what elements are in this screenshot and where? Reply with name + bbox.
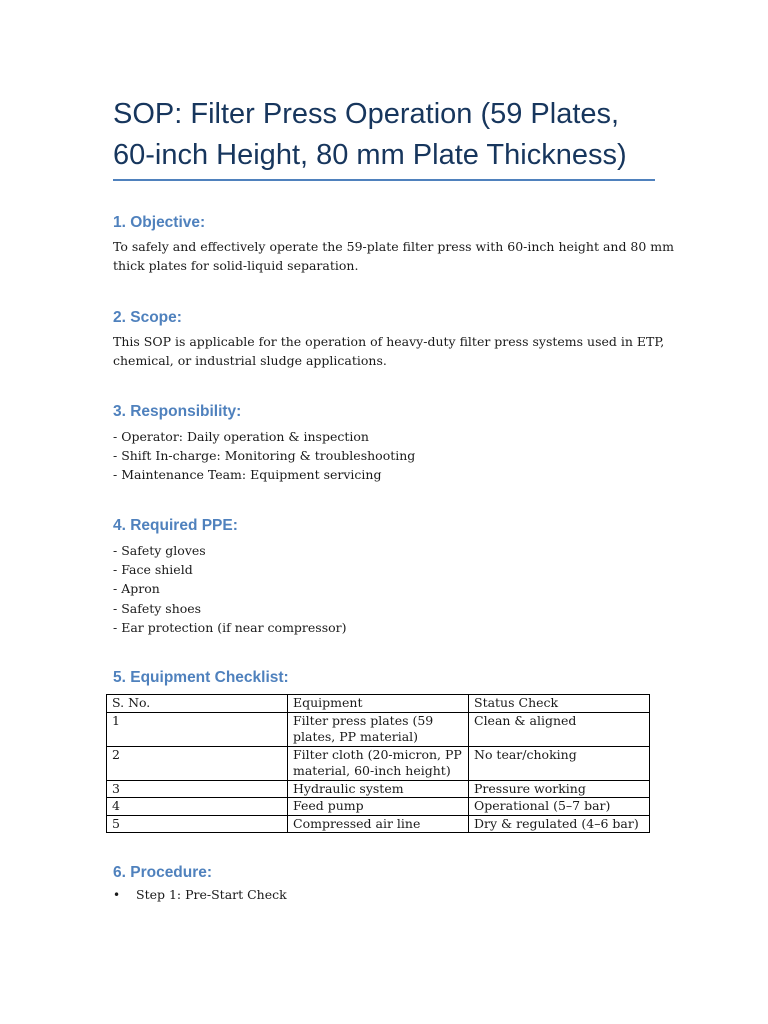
page-title	[113, 94, 673, 176]
column-header: Status Check	[469, 695, 650, 713]
objective-text	[113, 237, 675, 275]
responsibility-heading: 3. Responsibility:	[113, 403, 242, 420]
table-cell: Hydraulic system	[288, 780, 469, 798]
list-item: - Safety shoes	[113, 600, 202, 616]
ppe-heading: 4. Required PPE:	[113, 517, 238, 534]
equipment-checklist-table	[106, 694, 650, 833]
scope-line: This SOP is applicable for the operation of heavy-duty filter press systems used in ETP,	[113, 334, 665, 349]
table-cell: Compressed air line	[288, 815, 469, 833]
responsibility-list	[113, 427, 415, 485]
table-cell: 2	[107, 746, 288, 780]
procedure-step	[113, 887, 287, 902]
bullet-icon: •	[113, 888, 121, 902]
list-item: - Face shield	[113, 562, 193, 578]
table-row	[107, 712, 650, 746]
column-header: S. No.	[107, 695, 288, 713]
table-cell: 1	[107, 712, 288, 746]
list-item: - Ear protection (if near compressor)	[113, 619, 347, 635]
objective-heading: 1. Objective:	[113, 214, 206, 231]
ppe-list	[113, 541, 347, 637]
table-row	[107, 815, 650, 833]
table-cell: 4	[107, 798, 288, 816]
table-cell: Operational (5–7 bar)	[469, 798, 650, 816]
table-row	[107, 780, 650, 798]
procedure-step-label: Step 1: Pre-Start Check	[136, 887, 287, 902]
list-item: - Safety gloves	[113, 543, 206, 558]
table-cell: Dry & regulated (4–6 bar)	[469, 815, 650, 833]
title-divider	[113, 179, 655, 181]
list-item: - Apron	[113, 581, 160, 597]
table-cell: No tear/choking	[469, 746, 650, 780]
title-line-1: SOP: Filter Press Operation (59 Plates,	[113, 98, 620, 130]
table-cell: Feed pump	[288, 798, 469, 816]
table-cell: 3	[107, 780, 288, 798]
list-item: - Shift In-charge: Monitoring & troubleshooting	[113, 448, 416, 464]
procedure-heading: 6. Procedure:	[113, 864, 213, 881]
checklist-heading: 5. Equipment Checklist:	[113, 669, 289, 686]
table-cell: Filter press plates (59 plates, PP material)	[288, 712, 469, 746]
table-cell: Filter cloth (20-micron, PP material, 60-inch height)	[288, 746, 469, 780]
objective-line: thick plates for solid-liquid separation.	[113, 258, 359, 273]
scope-heading: 2. Scope:	[113, 309, 182, 326]
table-cell: Clean & aligned	[469, 712, 650, 746]
list-item: - Maintenance Team: Equipment servicing	[113, 467, 382, 483]
table-cell: Pressure working	[469, 780, 650, 798]
table-row	[107, 798, 650, 816]
table-row	[107, 746, 650, 780]
title-line-2: 60-inch Height, 80 mm Plate Thickness)	[113, 139, 627, 171]
scope-line: chemical, or industrial sludge applications.	[113, 353, 387, 368]
table-cell: 5	[107, 815, 288, 833]
scope-text	[113, 332, 665, 370]
objective-line: To safely and effectively operate the 59-plate filter press with 60-inch height and 80 mm	[113, 239, 675, 254]
list-item: - Operator: Daily operation & inspection	[113, 429, 369, 444]
table-header-row	[107, 695, 650, 713]
column-header: Equipment	[288, 695, 469, 713]
